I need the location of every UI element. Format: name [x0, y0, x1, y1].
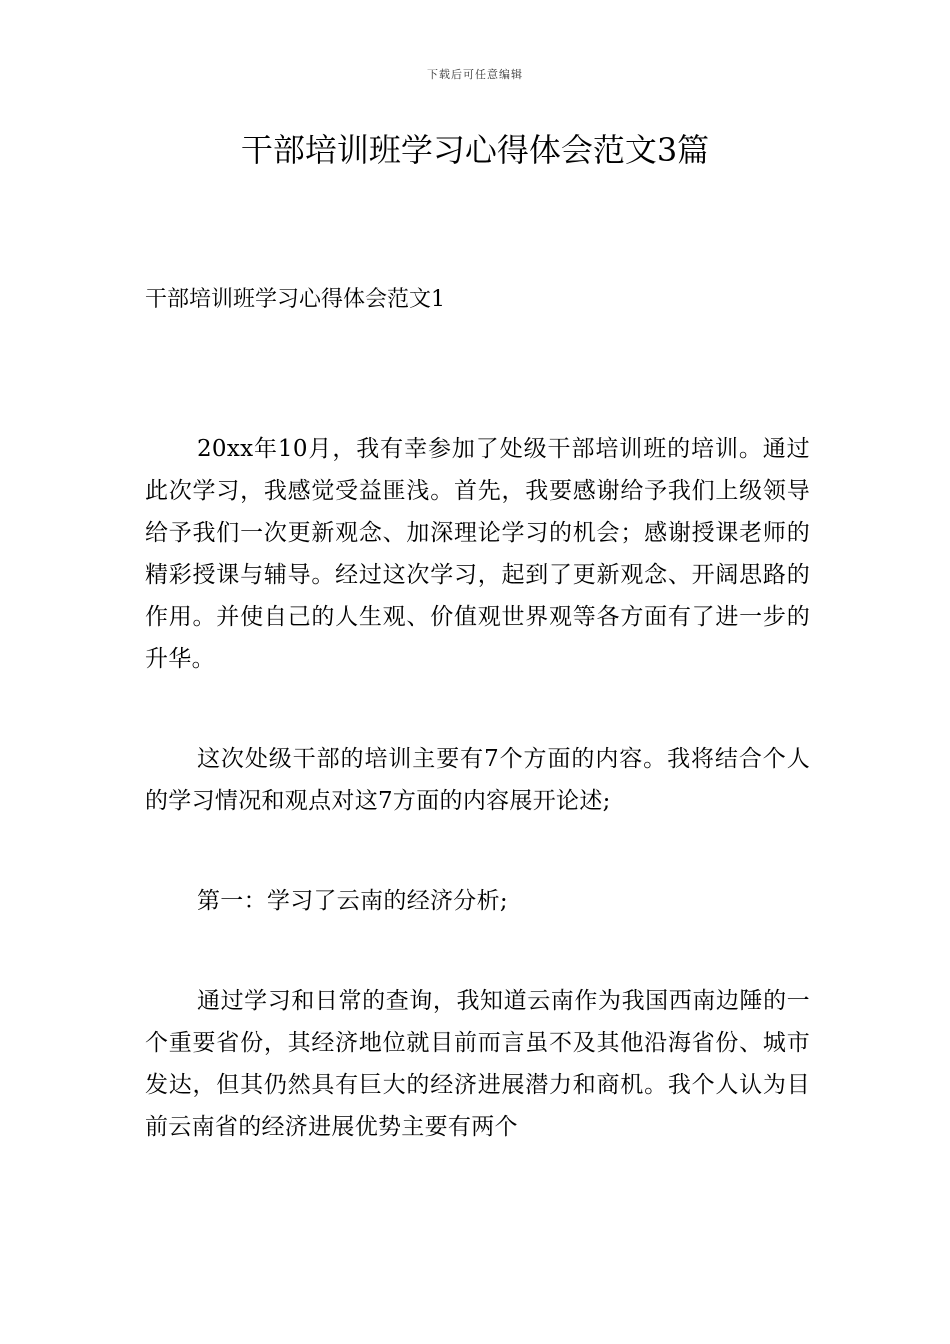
paragraph-3: 第一：学习了云南的经济分析; [197, 888, 508, 914]
document-body [145, 428, 810, 1148]
paragraph-4: 通过学习和日常的查询，我知道云南作为我国西南边陲的一个重要省份，其经济地位就目前而言虽不及其他沿海省份、城市发达，但其仍然具有巨大的经济进展潜力和商机。我个人认为目前云南省的经济进展优势主要有两个 [145, 988, 810, 1140]
section-heading: 干部培训班学习心得体会范文1 [145, 287, 445, 312]
header-note: 下载后可任意编辑 [427, 68, 523, 81]
document-title: 干部培训班学习心得体会范文3篇 [240, 131, 710, 169]
paragraph-2: 这次处级干部的培训主要有7个方面的内容。我将结合个人的学习情况和观点对这7方面的内容展开论述; [145, 746, 810, 814]
paragraph-1: 20xx年10月，我有幸参加了处级干部培训班的培训。通过此次学习，我感觉受益匪浅。首先，我要感谢给予我们上级领导给予我们一次更新观念、加深理论学习的机会；感谢授课老师的精彩授课与辅导。经过这次学习，起到了更新观念、开阔思路的作用。并使自己的人生观、价值观世界观等各方面有了进一步的升华。 [145, 436, 810, 672]
